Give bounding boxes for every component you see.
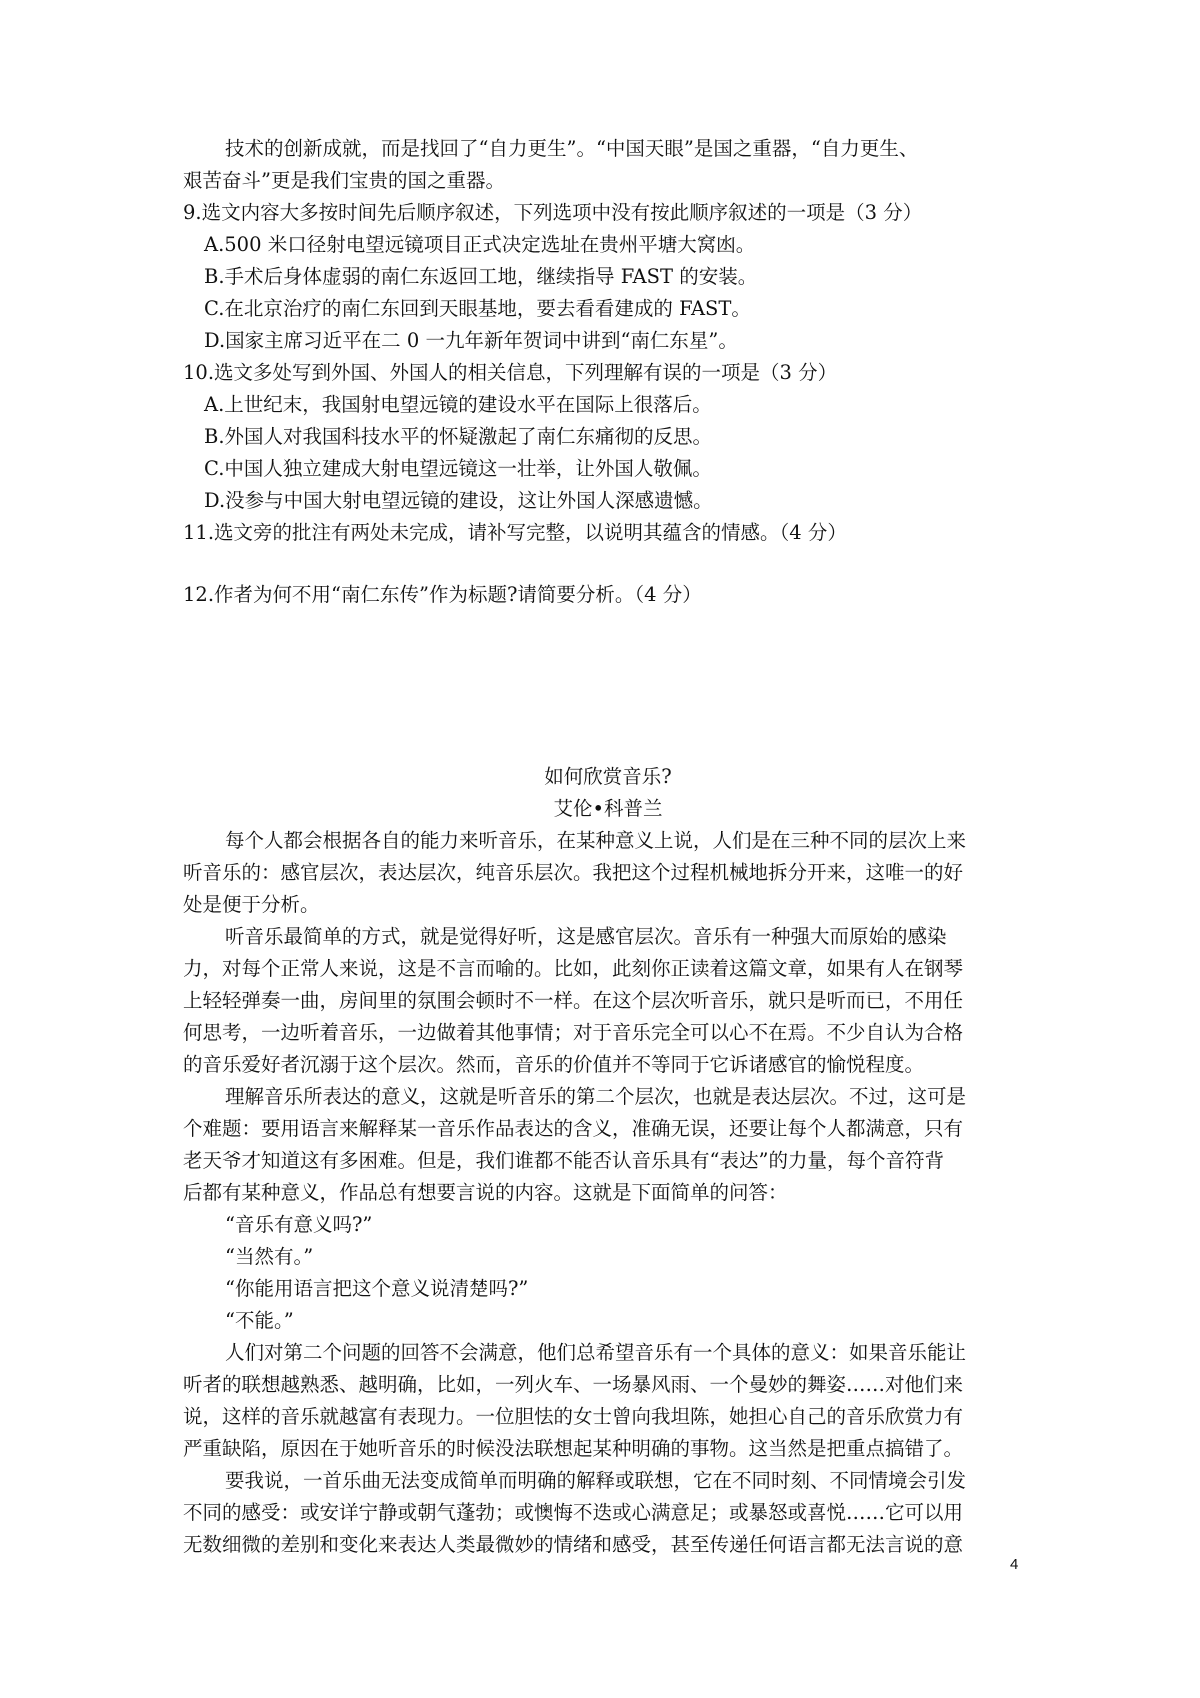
question-10-option-d: D.没参与中国大射电望远镜的建设，这让外国人深感遗憾。 xyxy=(204,489,713,512)
dialogue-line: “音乐有意义吗?” xyxy=(225,1213,373,1236)
article-line: 要我说，一首乐曲无法变成简单而明确的解释或联想，它在不同时刻、不同情境会引发 xyxy=(225,1469,967,1492)
article-line: 不同的感受：或安详宁静或朝气蓬勃；或懊悔不迭或心满意足；或暴怒或喜悦……它可以用 xyxy=(183,1501,964,1524)
question-10-stem: 10.选文多处写到外国、外国人的相关信息，下列理解有误的一项是（3 分） xyxy=(183,361,838,384)
article-line: 每个人都会根据各自的能力来听音乐，在某种意义上说，人们是在三种不同的层次上来 xyxy=(225,829,967,852)
article-author: 艾伦•科普兰 xyxy=(553,797,663,820)
article-line: 严重缺陷，原因在于她听音乐的时候没法联想起某种明确的事物。这当然是把重点搞错了。 xyxy=(183,1437,964,1460)
passage-line: 技术的创新成就，而是找回了“自力更生”。“中国天眼”是国之重器，“自力更生、 xyxy=(225,137,919,160)
article-line: 听音乐的：感官层次，表达层次，纯音乐层次。我把这个过程机械地拆分开来，这唯一的好 xyxy=(183,861,964,884)
dialogue-line: “当然有。” xyxy=(225,1245,314,1268)
question-9-option-c: C.在北京治疗的南仁东回到天眼基地，要去看看建成的 FAST。 xyxy=(204,297,751,320)
article-line: 的音乐爱好者沉溺于这个层次。然而，音乐的价值并不等同于它诉诸感官的愉悦程度。 xyxy=(183,1053,925,1076)
article-line: 上轻轻弹奏一曲，房间里的氛围会顿时不一样。在这个层次听音乐，就只是听而已，不用任 xyxy=(183,989,964,1012)
article-line: 老天爷才知道这有多困难。但是，我们谁都不能否认音乐具有“表达”的力量，每个音符背 xyxy=(183,1149,944,1172)
article-line: 力，对每个正常人来说，这是不言而喻的。比如，此刻你正读着这篇文章，如果有人在钢琴 xyxy=(183,957,964,980)
dialogue-line: “不能。” xyxy=(225,1309,294,1332)
article-line: 后都有某种意义，作品总有想要言说的内容。这就是下面简单的问答： xyxy=(183,1181,788,1204)
question-10-option-b: B.外国人对我国科技水平的怀疑激起了南仁东痛彻的反思。 xyxy=(204,425,713,448)
article-line: 处是便于分析。 xyxy=(183,893,320,916)
article-line: 听者的联想越熟悉、越明确，比如，一列火车、一场暴风雨、一个曼妙的舞姿……对他们来 xyxy=(183,1373,964,1396)
page-number: 4 xyxy=(1010,1556,1019,1573)
question-12-stem: 12.作者为何不用“南仁东传”作为标题?请简要分析。（4 分） xyxy=(183,583,702,606)
article-line: 无数细微的差别和变化来表达人类最微妙的情绪和感受，甚至传递任何语言都无法言说的意 xyxy=(183,1533,964,1556)
question-9-option-b: B.手术后身体虚弱的南仁东返回工地，继续指导 FAST 的安装。 xyxy=(204,265,758,288)
question-9-option-a: A.500 米口径射电望远镜项目正式决定选址在贵州平塘大窝凼。 xyxy=(204,233,756,256)
passage-line: 艰苦奋斗”更是我们宝贵的国之重器。 xyxy=(183,169,505,192)
article-line: 听音乐最简单的方式，就是觉得好听，这是感官层次。音乐有一种强大而原始的感染 xyxy=(225,925,947,948)
article-line: 何思考，一边听着音乐，一边做着其他事情；对于音乐完全可以心不在焉。不少自认为合格 xyxy=(183,1021,964,1044)
question-9-option-d: D.国家主席习近平在二 0 一九年新年贺词中讲到“南仁东星”。 xyxy=(204,329,738,352)
article-line: 个难题：要用语言来解释某一音乐作品表达的含义，准确无误，还要让每个人都满意，只有 xyxy=(183,1117,964,1140)
exam-page xyxy=(183,0,1033,1698)
article-line: 说，这样的音乐就越富有表现力。一位胆怯的女士曾向我坦陈，她担心自己的音乐欣赏力有 xyxy=(183,1405,964,1428)
article-line: 人们对第二个问题的回答不会满意，他们总希望音乐有一个具体的意义：如果音乐能让 xyxy=(225,1341,967,1364)
article-title: 如何欣赏音乐? xyxy=(544,765,672,788)
question-11-stem: 11.选文旁的批注有两处未完成，请补写完整，以说明其蕴含的情感。（4 分） xyxy=(183,521,847,544)
question-10-option-c: C.中国人独立建成大射电望远镜这一壮举，让外国人敬佩。 xyxy=(204,457,712,480)
article-line: 理解音乐所表达的意义，这就是听音乐的第二个层次，也就是表达层次。不过，这可是 xyxy=(225,1085,967,1108)
dialogue-line: “你能用语言把这个意义说清楚吗?” xyxy=(225,1277,529,1300)
question-10-option-a: A.上世纪末，我国射电望远镜的建设水平在国际上很落后。 xyxy=(204,393,712,416)
question-9-stem: 9.选文内容大多按时间先后顺序叙述，下列选项中没有按此顺序叙述的一项是（3 分） xyxy=(183,201,923,224)
